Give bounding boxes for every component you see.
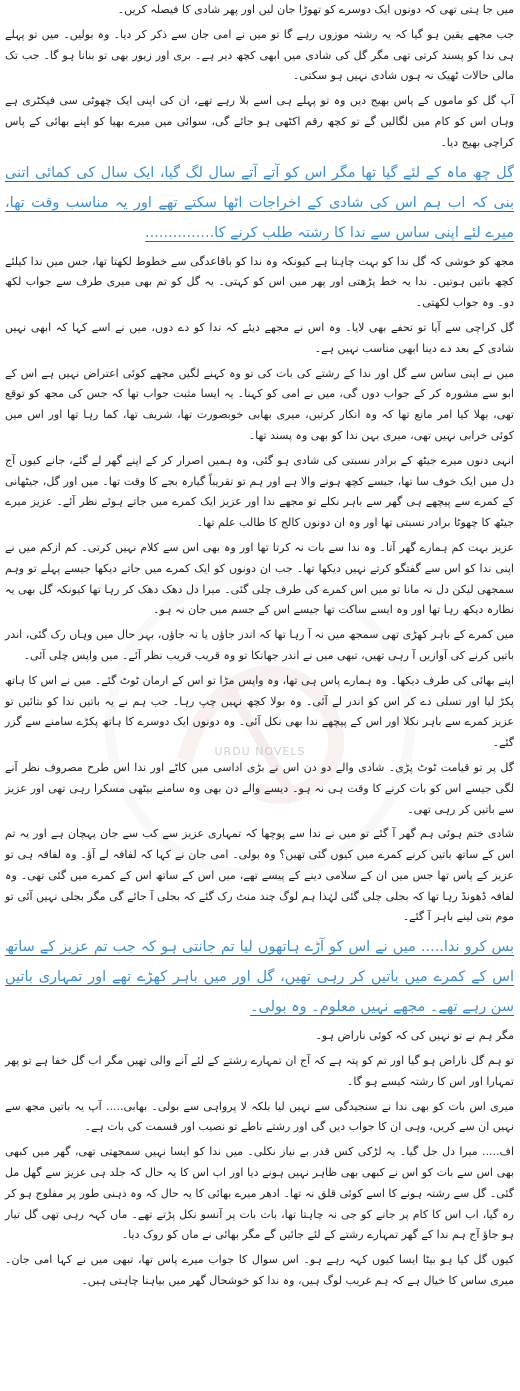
highlight-paragraph <box>0 158 520 248</box>
highlight-text: بس کرو ندا..... میں نے اس کو آڑے ہاتھوں لیا تم جانتی ہو کہ جب تم عزیز کے ساتھ اس کے کمرے میں باتیں کر رہی تھیں، گل اور میں باہر کھڑے تھے اور تمہاری باتیں سن رہے تھے۔ مجھے نہیں معلوم۔ وہ بولی۔ <box>5 939 514 1016</box>
highlight-paragraph <box>0 932 520 1022</box>
story-paragraph: انہی دنوں میرے جیٹھ کے برادر نسبتی کی شادی ہو گئی، وہ ہمیں اصرار کر کے اپنے گھر لے گئے، جانے کیوں آج دل میں ایک خوف سا تھا، جیسے کچھ ہونے والا ہے اور ہم تو تقریباً گیارہ بجے کا وقت تھا۔ میں اور گل، جیٹھانی کے کمرے سے پیچھے ہی گھر سے باہر نکلے تو مجھے ندا اور عزیز ایک کمرے میں جاتے ہوئے نظر آئے۔ عزیز میرے جیٹھ کا چھوٹا برادر نسبتی تھا اور وہ ان دونوں کالج کا طالب علم تھا۔ <box>5 453 514 530</box>
story-paragraph: میں کمرے کے باہر کھڑی تھی سمجھ میں نہ آ رہا تھا کہ اندر جاؤں یا نہ جاؤں، بہر حال میں وہاں رک گئی، اندر باتیں کرنے کی آوازیں آ رہی تھیں، تبھی میں نے اندر جھانکا تو وہ قریب قریب نظر آئے۔ میں واپس چلی آئی۔ <box>5 628 514 662</box>
story-paragraph: گل پر تو قیامت ٹوٹ پڑی۔ شادی والے دو دن اس نے بڑی اداسی میں کاٹے اور ندا اس طرح مصروف نظر آنے لگی جیسے اس کو بات کرنے کا وقت ہی نہ ہو۔ دیسے والے دن بھی وہ سامنے بیٹھی مسکرا رہی تھی اور عزیز سے باتیں کر رہی تھی۔ <box>5 760 514 816</box>
story-paragraph: کیوں گل کیا ہو بیٹا ایسا کیوں کہہ رہے ہو۔ اس سوال کا جواب میرے پاس تھا، تبھی میں نے کہا امی جان۔ میری ساس کا خیال ہے کہ ہم غریب لوگ ہیں، وہ ندا کو خوشحال گھر میں بیاہنا چاہتی ہیں۔ <box>5 1253 514 1288</box>
story-paragraph: شادی ختم ہوئی ہم گھر آ گئے تو میں نے ندا سے پوچھا کہ تمہاری عزیز سے کب سے جان پہچان ہے اور یہ تم اس کے ساتھ باتیں کرنے کمرے میں کیوں گئی تھیں؟ وہ بولی۔ امی جان نے کہا کہ لفافہ لے آؤ۔ وہ لفافہ ہی تو عزیز کے پاس تھا جس میں ان کے سلامی دینے کے پیسے تھے، میں اس کے ساتھ اس کے کمرے میں گئی تھی۔ وہ لفافہ ڈھونڈ رہا تھا کہ بجلی چلی گئی لہٰذا ہم لوگ چند منٹ رک گئے کہ بجلی آ جائے گی مگر بجلی نہیں آئی تو موم بتی لینے باہر آ گئے۔ <box>5 827 514 924</box>
story-paragraph: اپنے بھائی کی طرف دیکھا۔ وہ ہمارے پاس ہی تھا، وہ واپس مڑا تو اس کے ارمان ٹوٹ گئے۔ میں نے اس کا ہاتھ پکڑ لیا اور تسلی دے کر اس کو اندر لے آئی۔ وہ بولا کچھ نہیں چپ رہا۔ جب ہم نے یہ باتیں ندا کو بتائیں تو عزیز کمرے سے باہر نکلا اور اس کے پیچھے ندا بھی نکل آئی۔ وہ دونوں ایک دوسرے کا ہاتھ پکڑے سامنے سے گزر گئے۔ <box>5 673 514 750</box>
story-paragraph: اف..... میرا دل جل گیا۔ یہ لڑکی کس قدر بے نیاز نکلی۔ میں ندا کو ایسا نہیں سمجھتی تھی، گھر میں کبھی بھی اس سے بات کو اس نے کبھی بھی ظاہر نہیں ہونے دیا اور اب اس کا یہ حال کہ جلد ہی عزیز سے گھل مل گئی۔ گل سے رشتہ ہونے کا اسے کوئی قلق نہ تھا۔ ادھر میرے بھائی کا یہ حال کہ وہ ذہنی طور پر مفلوج ہو کر رہ گیا، اب اس کا کام پر جانے کو جی نہ چاہتا تھا، بات بات پر آنسو نکل پڑتے تھے۔ ماں کہہ رہی تھی گل تیار ہو جاؤ آج ہم ندا کے گھر تمہارے رشتے کے لئے جائیں گے مگر بھائی نے ماں کو روک دیا۔ <box>5 1145 514 1242</box>
story-paragraph: جب مجھے یقین ہو گیا کہ یہ رشتہ موزوں رہے گا تو میں نے امی جان سے ذکر کر دیا۔ وہ بولیں۔ میں تو پہلے ہی ندا کو پسند کرتی تھی مگر گل کی شادی میں ابھی کچھ دیر ہے۔ بری اور زیور بھی تو بنانا ہو گا۔ جب تک مالی حالات ٹھیک نہ ہوں شادی نہیں ہو سکتی۔ <box>5 27 514 83</box>
story-paragraph: تو ہم گل ناراض ہو گیا اور تم کو پتہ ہے کہ آج ان تمہارے رشتے کے لئے آنے والی تھیں مگر اب گل خفا ہے تو پھر تمہارا اور اس کا رشتہ کیسے ہو گا۔ <box>5 1054 514 1088</box>
watermark-text: URDU NOVELS <box>214 745 306 758</box>
highlight-text: گل چھ ماہ کے لئے گیا تھا مگر اس کو آتے آتے سال لگ گیا، ایک سال کی کمائی اتنی بنی کہ اب ہم اس کی شادی کے اخراجات اٹھا سکتے تھے اور یہ مناسب وقت تھا، میرے لئے اپنی ساس سے ندا کا رشتہ طلب کرنے کا............... <box>5 164 514 241</box>
story-paragraph: مگر ہم نے تو نہیں کی کہ کوئی ناراض ہو۔ <box>315 1029 514 1043</box>
story-paragraph: آپ گل کو ماموں کے پاس بھیج دیں وہ تو پہلے ہی اسے بلا رہے تھے، ان کی اپنی ایک چھوٹی سی فیکٹری ہے وہاں اس کو کام میں لگالیں گے تو کچھ رقم اکٹھی ہو جائے گی، سوائی میں میرے بھیا کو اپنے بھائی کے پاس کراچی بھیج دیا۔ <box>5 94 514 149</box>
story-paragraph: گل کراچی سے آیا تو تحفے بھی لایا۔ وہ اس نے مجھے دیئے کہ ندا کو دے دوں، میں نے اسے کہا کہ ابھی نہیں شادی کے بعد دے دینا ابھی مناسب نہیں ہے۔ <box>5 320 514 355</box>
story-paragraph: میں جا ہتی تھی کہ دونوں ایک دوسرے کو تھوڑا جان لیں اور پھر شادی کا فیصلہ کریں۔ <box>117 3 514 16</box>
story-paragraph: میری اس بات کو بھی ندا نے سنجیدگی سے نہیں لیا بلکہ لا پرواہی سے بولی۔ بھابی..... آپ یہ باتیں مجھ سے نہیں ان سے کریں، وہی ان کا جواب دیں گی اور رشتے ناطے تو نصیب اور قسمت کی بات ہے۔ <box>5 1099 514 1134</box>
story-paragraph: میں نے اپنی ساس سے گل اور ندا کے رشتے کی بات کی تو وہ کہنے لگیں مجھے کوئی اعتراض نہیں ہے اس کے ابو سے مشورہ کر کے جواب دوں گی، میں نے امی کو کہنا۔ یہ ایسا مثبت جواب تھا کہ جس کی مجھ کو توقع تھی، بھلا کیا امر مانع تھا کہ وہ انکار کرتیں، میری بھابی خوبصورت تھا، شریف تھا، کما رہا تھا اور اس میں کوئی خرابی نہیں تھی، میری بہن ندا کو بھی وہ پسند تھا۔ <box>5 366 514 442</box>
story-paragraph: مجھ کو خوشی کہ گل ندا کو بہت چاہتا ہے کیونکہ وہ ندا کو باقاعدگی سے خطوط لکھتا تھا، جس میں ندا کیلئے کچھ باتیں ہوتیں۔ ندا یہ خط پڑھتی اور پھر میں اس کو کہتی۔ یہ گل کو تم بھی میری طرف سے جواب لکھ دو۔ وہ جواب لکھتی۔ <box>5 254 514 310</box>
story-paragraph: عزیز بہت کم ہمارے گھر آتا۔ وہ ندا سے بات نہ کرتا تھا اور وہ بھی اس سے کلام نہیں کرتی۔ کم ازکم میں نے اپنی ندا کو اس سے گفتگو کرتے نہیں دیکھا تھا۔ جب ان دونوں کو ایک کمرے میں جاتے دیکھا جیسے پہلے تو وہم سمجھی لیکن دل نہ مانا تو میں اس کمرے کی طرف چلی گئی۔ میرا دل دھک دھک کر رہا تھا کیونکہ گل بھی یہ نظارہ دیکھ رہا تھا اور وہ ایسے ساکت تھا جیسے اس کے جسم میں جان نہ ہو۔ <box>5 540 514 617</box>
